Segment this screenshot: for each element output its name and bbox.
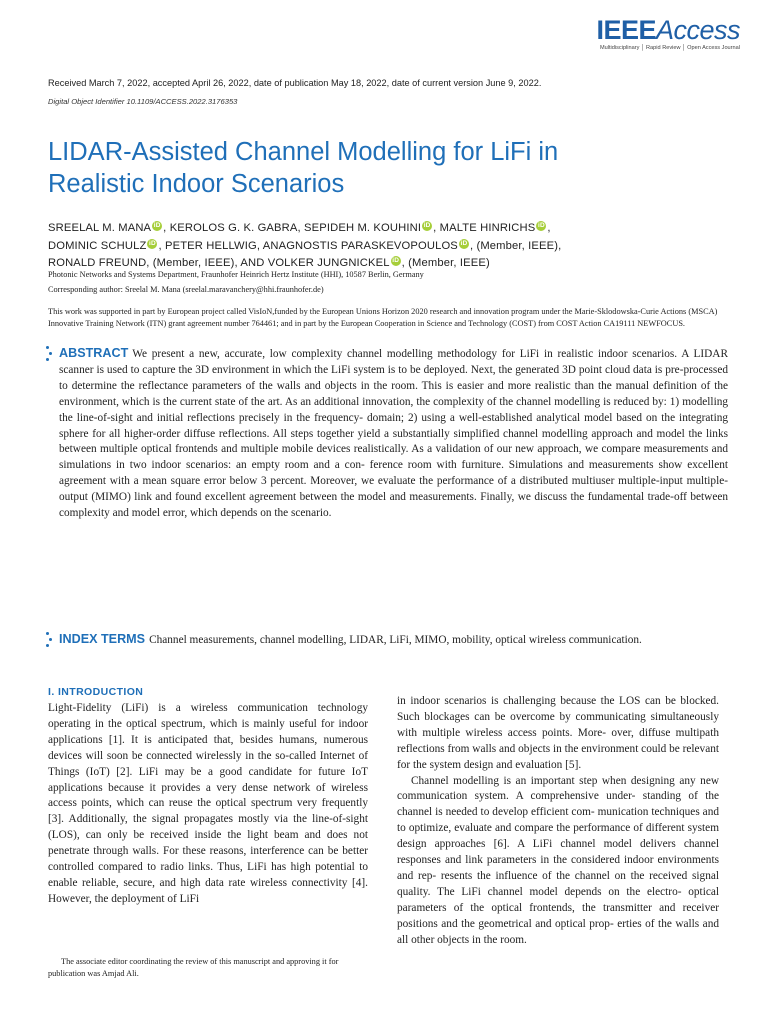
abstract-heading: ABSTRACT xyxy=(59,346,129,360)
index-terms-heading: INDEX TERMS xyxy=(59,632,146,646)
index-terms-text: Channel measurements, channel modelling, LIDAR, LiFi, MIMO, mobility, optical wireless communication. xyxy=(149,634,642,646)
index-terms xyxy=(59,632,728,649)
journal-tagline: Multidisciplinary │ Rapid Review │ Open Access Journal xyxy=(599,45,740,51)
title-line: LIDAR-Assisted Channel Modelling for LiFi in xyxy=(48,138,559,166)
affiliation: Photonic Networks and Systems Department, Fraunhofer Heinrich Hertz Institute (HHI), 10587 Berlin, Germany xyxy=(48,270,424,279)
author-line: DOMINIC SCHULZ iD , PETER HELLWIG, ANAGNOSTIS PARASKEVOPOULOS iD , (Member, IEEE), xyxy=(48,239,562,252)
funding-note: This work was supported in part by European project called VisIoN,funded by the European Unions Horizon 2020 research and innovation program under the Marie-Sklodowska-Curie Actions (MSCA) Innovative Training Network (ITN) grant agreement number 764461; and in part by the European Cooperation in Science and Technology (COST) from COST Action CA19111 NEWFOCUS. xyxy=(48,307,718,329)
journal-name: IEEEAccess xyxy=(596,15,740,45)
abstract xyxy=(59,346,728,522)
orcid-icon[interactable]: iD xyxy=(149,239,156,247)
author-line: RONALD FREUND, (Member, IEEE), AND VOLKER JUNGNICKEL iD , (Member, IEEE) xyxy=(48,257,490,269)
paper-title xyxy=(48,136,668,200)
section-dots-icon xyxy=(46,346,50,364)
intro-paragraph: in indoor scenarios is challenging because the LOS can be blocked. Such blockages can be overcome by communicating simultaneously with multiple wireless access points. More- over, diffuse multipath reflections from walls and objects in the environment could be relevant for the system design and evaluation [5]. xyxy=(397,695,719,771)
intro-paragraph: Channel modelling is an important step when designing any new communication system. A comprehensive under- standing of the channel is needed to develop efficient com- munication techniques and to optimize, evaluate and compare the performance of different system design approaches [6]. A LiFi channel model delivers channel responses and link parameters in the considered indoor environments and rep- resents the influence of the channel on the received signal quality. The LiFi channel model depends on the electro- optical parameters of the optical frontends, the transmitter and receiver positions and the geometrical and optical prop- erties of the walls and all other objects in the room. xyxy=(397,774,719,946)
intro-column-left: Light-Fidelity (LiFi) is a wireless communication technology operating in the optical spectrum, which is mainly useful for indoor applications [1]. It is anticipated that, besides humans, numerous devices will soon be connected wirelessly in the so-called Internet of Things (IoT) [2]. LiFi may be a good candidate for future IoT applications because it provides a very dense network of wireless access points, which can reuse the optical spectrum very frequently [3]. Additionally, the signal propagates mostly via the line-of-sight (LOS), can only be received inside the light beam and does not penetrate through walls. For these reasons, interference can be better controlled compared to radio links. Thus, LiFi has high potential to enable reliable, secure, and high data rate wireless connectivity [4]. However, the deployment of LiFi xyxy=(48,702,368,905)
orcid-icon[interactable]: iD xyxy=(423,222,431,229)
author-line: SREELAL M. MANA iD , KEROLOS G. K. GABRA, SEPIDEH M. KOUHINI iD , MALTE HINRICHS iD , xyxy=(48,222,551,234)
editor-footnote: The associate editor coordinating the review of this manuscript and approving it for publication was Amjad Ali. xyxy=(48,957,339,978)
orcid-icon[interactable]: iD xyxy=(392,257,400,264)
received-dates: Received March 7, 2022, accepted April 26, 2022, date of publication May 18, 2022, date of current version June 9, 2022. xyxy=(48,78,542,88)
title-line: Realistic Indoor Scenarios xyxy=(48,170,345,198)
abstract-text: We present a new, accurate, low complexity channel modelling methodology for LiFi in realistic indoor scenarios. A LIDAR scanner is used to capture the 3D environment in which the LiFi system is to be deployed. Next, the generated 3D point cloud data is pre-processed to determine the reflectance parameters of the walls and objects in the room. This is easier and more realistic than the manual definition of the environment, which is the current state of the art. As an additional innovation, the complexity of the channel modelling is reduced by: 1) modelling the line-of-sight and initial reflections precisely in the frequency- domain; 2) using a well-established analytical model based on the integrating sphere for all higher-order diffuse reflections. All steps together yield a substantially simplified channel modelling approach and model the links between multiple optical frontends and multiple mobile devices realistically. As a validation of our new approach, we compare measurements and simulations in two indoor scenarios: an empty room and a con- ference room with furniture. Simulations and measurements show excellent agreement with a mean square error below 3 percent. Moreover, we evaluate the performance of a distributed multiuser multiple-input multiple-output (MIMO) link and found excellent agreement between the model and measurements. Finally, we discuss the fundamental trade-off between complexity and model error, which depends on the scenario. xyxy=(59,348,728,520)
orcid-icon[interactable]: iD xyxy=(460,239,468,247)
doi-line: Digital Object Identifier 10.1109/ACCESS.2022.3176353 xyxy=(48,97,238,106)
journal-logo xyxy=(596,16,740,51)
orcid-icon[interactable]: iD xyxy=(153,222,161,229)
introduction-heading: I. INTRODUCTION xyxy=(48,686,144,698)
corresponding-author: Corresponding author: Sreelal M. Mana (sreelal.maravanchery@hhi.fraunhofer.de) xyxy=(48,285,324,294)
section-dots-icon xyxy=(46,632,50,650)
intro-column-right xyxy=(397,694,719,949)
author-list xyxy=(48,220,608,273)
orcid-icon[interactable]: iD xyxy=(537,222,545,229)
